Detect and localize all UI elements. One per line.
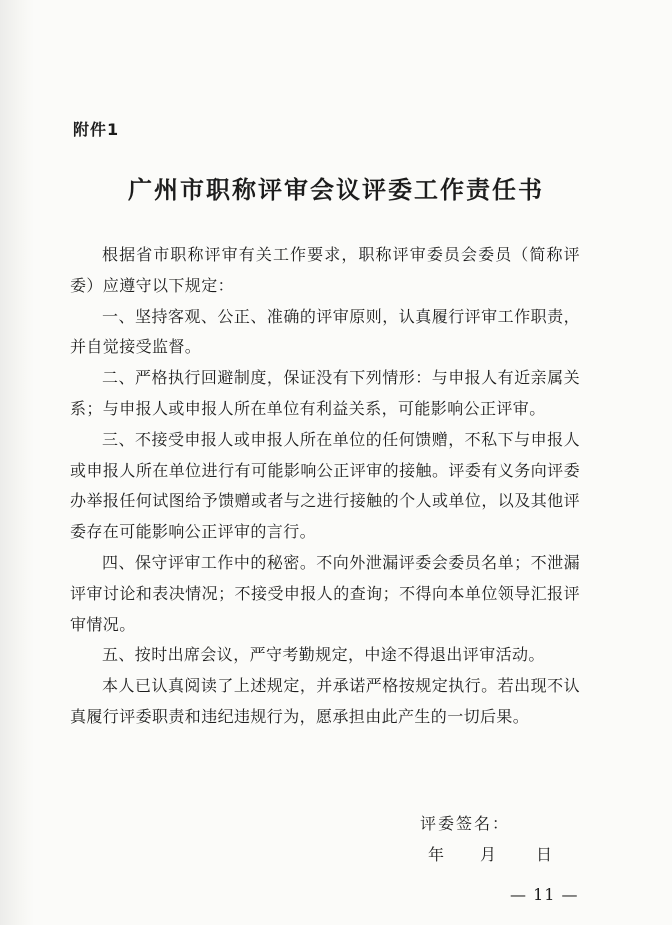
date-month-label: 月 xyxy=(480,845,497,864)
attachment-label: 附件1 xyxy=(73,120,120,139)
page-number: — 11 — xyxy=(510,885,579,904)
intro-paragraph: 根据省市职称评审有关工作要求，职称评审委员会委员（简称评委）应遵守以下规定： xyxy=(70,245,580,295)
document-body xyxy=(70,240,580,733)
date-day-label: 日 xyxy=(536,845,553,864)
document-title: 广州市职称评审会议评委工作责任书 xyxy=(128,175,544,204)
commitment-paragraph: 本人已认真阅读了上述规定，并承诺严格按规定执行。若出现不认真履行评委职责和违纪违规行为，愿承担由此产生的一切后果。 xyxy=(70,676,580,726)
rule-5-paragraph: 五、按时出席会议，严守考勤规定，中途不得退出评审活动。 xyxy=(102,645,545,665)
signature-date xyxy=(428,842,552,865)
date-year-label: 年 xyxy=(428,845,445,864)
rule-1-paragraph: 一、坚持客观、公正、准确的评审原则，认真履行评审工作职责，并自觉接受监督。 xyxy=(70,306,580,357)
scan-edge-shadow xyxy=(0,0,34,925)
rule-3-paragraph: 三、不接受申报人或申报人所在单位的任何馈赠，不私下与申报人或申报人所在单位进行有可能影响公正评审的接触。评委有义务向评委办举报任何试图给予馈赠或者与之进行接触的个人或单位，以及其他评委存在可能影响公正评审的言行。 xyxy=(70,429,580,542)
signature-label: 评委签名： xyxy=(420,814,511,833)
rule-4-paragraph: 四、保守评审工作中的秘密。不向外泄漏评委会委员名单；不泄漏评审讨论和表决情况；不接受申报人的查询；不得向本单位领导汇报评审情况。 xyxy=(70,552,580,634)
rule-2-paragraph: 二、严格执行回避制度，保证没有下列情形：与申报人有近亲属关系；与申报人或申报人所在单位有利益关系，可能影响公正评审。 xyxy=(70,368,580,418)
